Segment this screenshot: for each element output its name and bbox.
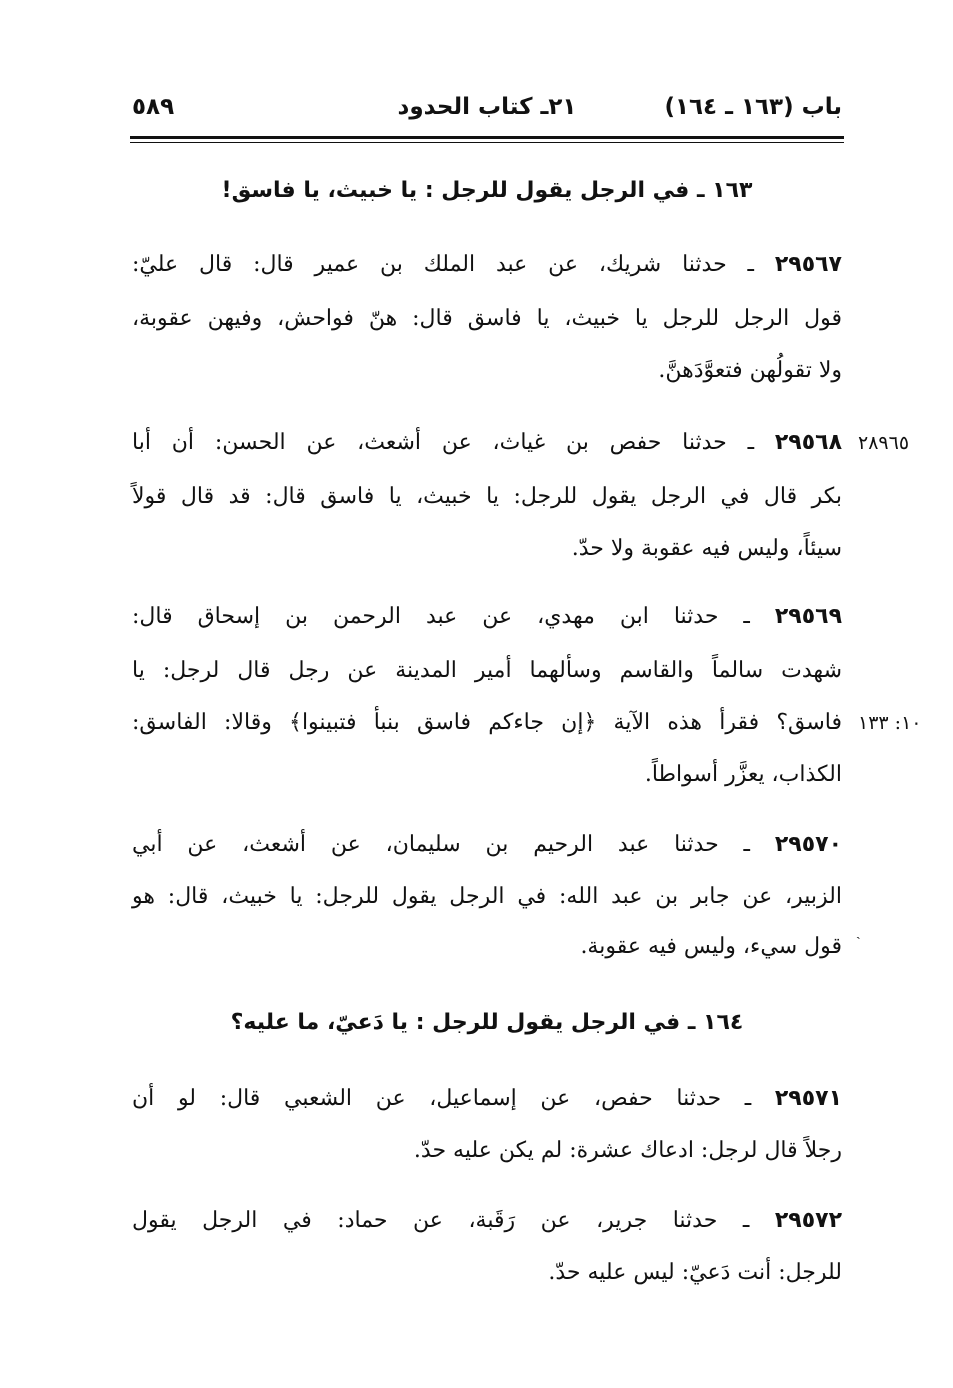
hadith-29571-line-1: ٢٩٥٧١ ـ حدثنا حفص، عن إسماعيل، عن الشعبي قال: لو أن bbox=[132, 1086, 842, 1111]
hadith-29568-line-3: سيئاً، وليس فيه عقوبة ولا حدّ. bbox=[571, 536, 842, 561]
hadith-29568-line-1: ٢٩٥٦٨ ـ حدثنا حفص بن غياث، عن أشعث، عن الحسن: أن أبا bbox=[132, 430, 842, 455]
hadith-number: ٢٩٥٦٨ bbox=[774, 430, 842, 455]
hadith-29572-line-1: ٢٩٥٧٢ ـ حدثنا جرير، عن رَقَبة، عن حماد: في الرجل يقول bbox=[132, 1208, 843, 1233]
hadith-29567-line-1: ٢٩٥٦٧ ـ حدثنا شريك، عن عبد الملك بن عمير قال: قال عليّ: bbox=[132, 252, 842, 277]
chapter-range: باب (١٦٣ ـ ١٦٤) bbox=[664, 94, 842, 120]
hadith-29569-line-2: شهدت سالماً والقاسم وسألهما أمير المدينة عن رجل قال لرجل: يا bbox=[132, 658, 842, 683]
margin-reference: ١٠: ١٣٣ bbox=[858, 712, 922, 734]
hadith-number: ٢٩٥٦٩ bbox=[774, 604, 842, 629]
hadith-number: ٢٩٥٧٢ bbox=[774, 1208, 843, 1233]
section-heading-164: ١٦٤ ـ في الرجل يقول للرجل : يا دَعيّ، ما عليه؟ bbox=[230, 1010, 744, 1035]
hadith-29568-line-2: بكر قال في الرجل يقول للرجل: يا خبيث، يا فاسق قال: قد قال قولاً bbox=[132, 484, 842, 509]
hadith-29569-line-4: الكذاب، يعزَّر أسواطاً. bbox=[644, 762, 842, 787]
hadith-29570-line-1: ٢٩٥٧٠ ـ حدثنا عبد الرحيم بن سليمان، عن أشعث، عن أبي bbox=[132, 832, 842, 857]
book-title: ٢١ـ كتاب الحدود bbox=[397, 94, 577, 120]
header-rule bbox=[130, 136, 844, 139]
section-heading-163: ١٦٣ ـ في الرجل يقول للرجل : يا خبيث، يا فاسق! bbox=[221, 178, 753, 203]
hadith-29567-line-3: ولا تقولُهن فتعوَّدَهنَّ. bbox=[658, 358, 842, 383]
hadith-number: ٢٩٥٧٠ bbox=[774, 832, 842, 857]
hadith-29572-line-2: للرجل: أنت دَعيّ: ليس عليه حدّ. bbox=[548, 1260, 842, 1285]
hadith-29569-line-1: ٢٩٥٦٩ ـ حدثنا ابن مهدي، عن عبد الرحمن بن إسحاق قال: bbox=[132, 604, 842, 629]
running-head bbox=[132, 88, 842, 128]
hadith-29567-line-2: قول الرجل للرجل يا خبيث، يا فاسق قال: هنّ فواحش، وفيهن عقوبة، bbox=[132, 306, 842, 331]
hadith-number: ٢٩٥٦٧ bbox=[774, 252, 842, 277]
hadith-number: ٢٩٥٧١ bbox=[774, 1086, 842, 1111]
header-rule-thin bbox=[130, 142, 844, 143]
margin-reference: ٢٨٩٦٥ bbox=[858, 432, 910, 454]
page-number: ٥٨٩ bbox=[132, 94, 175, 120]
hadith-29570-line-3: قول سيء، وليس فيه عقوبة. bbox=[580, 934, 842, 959]
hadith-29571-line-2: رجلاً قال لرجل: ادعاك عشرة: لم يكن عليه حدّ. bbox=[413, 1138, 842, 1163]
hadith-29570-line-2: الزبير، عن جابر بن عبد الله: في الرجل يقول للرجل: يا خبيث، قال: هو bbox=[132, 884, 842, 909]
hadith-29569-line-3: فاسق؟ فقرأ هذه الآية ﴿إن جاءكم فاسق بنبأ فتبينوا﴾ وقالا: الفاسق: bbox=[132, 710, 842, 735]
margin-mark: ˎ bbox=[856, 924, 861, 940]
